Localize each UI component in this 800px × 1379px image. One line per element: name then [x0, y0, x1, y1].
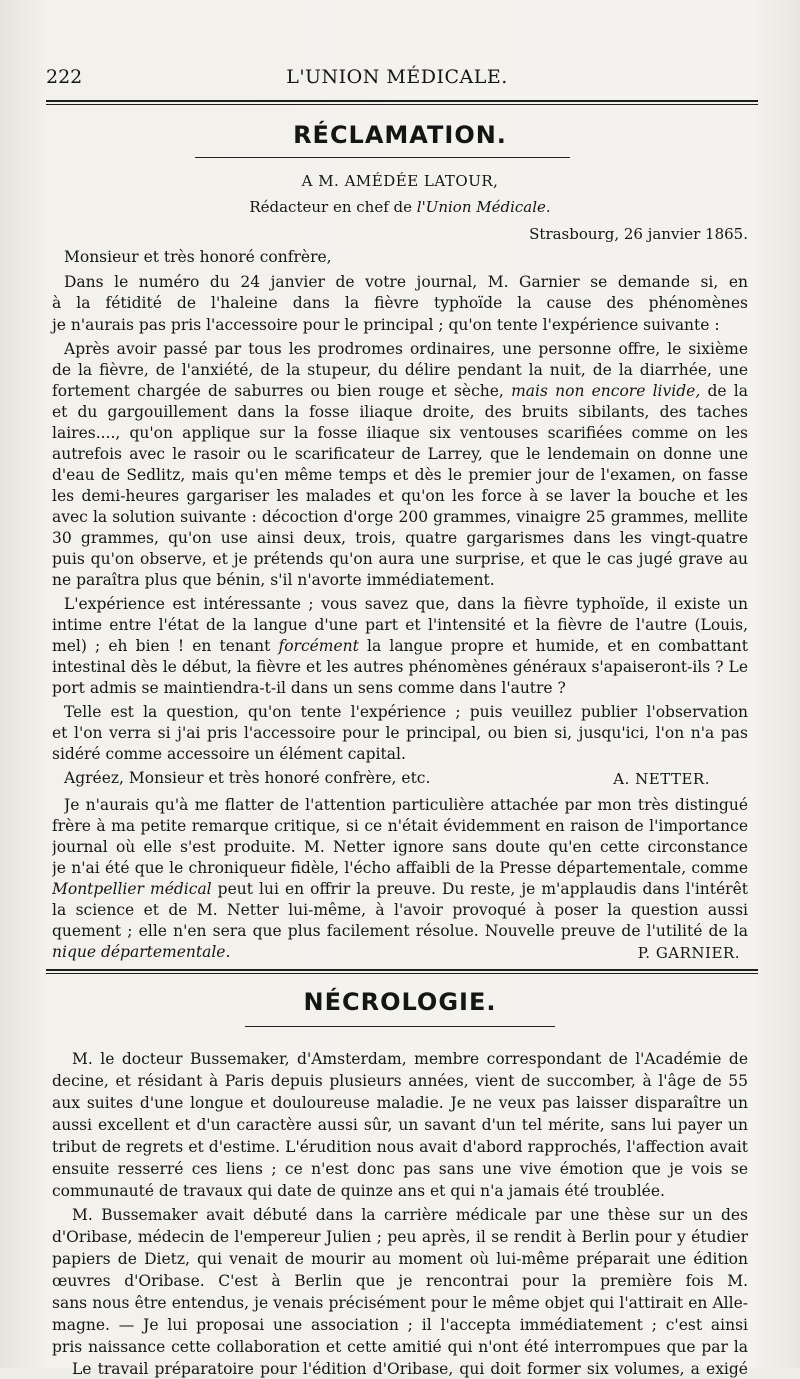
text-line: ensuite resserré ces liens ; ce n'est donc pas sans une vive émotion que je vois se	[52, 1160, 748, 1178]
page-header	[46, 66, 748, 96]
signature-netter: A. NETTER.	[613, 770, 710, 788]
addressee: A M. AMÉDÉE LATOUR,	[301, 172, 499, 190]
text-line: Dans le numéro du 24 janvier de votre journal, M. Garnier se demande si, en	[64, 273, 748, 291]
text-line: laires...., qu'on applique sur la fosse iliaque six ventouses scarifiées comme on les	[52, 424, 748, 442]
text-line: M. Bussemaker avait débuté dans la carrière médicale par une thèse sur un des	[72, 1206, 748, 1224]
header-rule-thin	[46, 104, 758, 105]
text-line: decine, et résidant à Paris depuis plusieurs années, vient de succomber, à l'âge de 55	[52, 1072, 748, 1090]
text-line: œuvres d'Oribase. C'est à Berlin que je rencontrai pour la première fois M.	[52, 1272, 748, 1290]
text-line: Le travail préparatoire pour l'édition d'Oribase, qui doit former six volumes, a exigé	[72, 1360, 748, 1378]
text-line: pris naissance cette collaboration et cette amitié qui n'ont été interrompues que par la	[52, 1338, 748, 1356]
running-title: L'UNION MÉDICALE.	[286, 66, 508, 88]
text-line: intime entre l'état de la langue d'une part et l'intensité et la fièvre de l'autre (Louis,	[52, 616, 748, 634]
section-rule	[46, 969, 758, 971]
title-underline	[245, 1026, 555, 1027]
text-line: de la fièvre, de l'anxiété, de la stupeur, du délire pendant la nuit, de la diarrhée, une	[52, 361, 748, 379]
text-line: les demi-heures gargariser les malades et qu'on les force à se laver la bouche et les	[52, 487, 748, 505]
text-line: puis qu'on observe, et je prétends qu'on aura une surprise, et que le cas jugé grave au	[52, 550, 748, 568]
text-line: Après avoir passé par tous les prodromes ordinaires, une personne offre, le sixième	[64, 340, 748, 358]
addressee-role: Rédacteur en chef de l'Union Médicale.	[249, 198, 551, 216]
text-line: Je n'aurais qu'à me flatter de l'attention particulière attachée par mon très distingué	[64, 796, 748, 814]
closing: Agréez, Monsieur et très honoré confrère, etc.	[64, 769, 431, 787]
text-line: avec la solution suivante : décoction d'orge 200 grammes, vinaigre 25 grammes, mellite	[52, 508, 748, 526]
text-line: aussi excellent et d'un caractère aussi sûr, un savant d'un tel mérite, sans lui payer un	[52, 1116, 748, 1134]
text-line: la science et de M. Netter lui-même, à l'avoir provoqué à poser la question aussi	[52, 901, 748, 919]
text-line: je n'ai été que le chroniqueur fidèle, l'écho affaibli de la Presse départementale, comme	[52, 859, 748, 877]
text-line: aux suites d'une longue et douloureuse maladie. Je ne veux pas laisser disparaître un	[52, 1094, 748, 1112]
text-line: tribut de regrets et d'estime. L'érudition nous avait d'abord rapprochés, l'affection avait	[52, 1138, 748, 1156]
text-line: ne paraîtra plus que bénin, s'il n'avorte immédiatement.	[52, 571, 495, 589]
text-line: Telle est la question, qu'on tente l'expérience ; puis veuillez publier l'observation	[64, 703, 748, 721]
text-line: frère à ma petite remarque critique, si ce n'était évidemment en raison de l'importance	[52, 817, 748, 835]
header-rule	[46, 100, 758, 102]
text-line: sidéré comme accessoire un élément capital.	[52, 745, 406, 763]
text-line: intestinal dès le début, la fièvre et les autres phénomènes généraux s'apaiseront-ils ? Le	[52, 658, 748, 676]
text-line: sans nous être entendus, je venais précisément pour le même objet qui l'attirait en Alle-	[52, 1294, 748, 1312]
text-line: autrefois avec le rasoir ou le scarificateur de Larrey, que le lendemain on donne une	[52, 445, 748, 463]
signature-garnier: P. GARNIER.	[637, 944, 740, 962]
text-line: fortement chargée de saburres ou bien rouge et sèche, mais non encore livide, de la	[52, 382, 748, 400]
text-line: journal où elle s'est produite. M. Netter ignore sans doute qu'en cette circonstance	[52, 838, 748, 856]
section-rule-thin	[46, 973, 758, 974]
text-line: quement ; elle n'en sera que plus facilement résolue. Nouvelle preuve de l'utilité de la	[52, 922, 748, 940]
title-underline	[195, 157, 570, 158]
necrologie-title: NÉCROLOGIE.	[303, 988, 497, 1016]
text-line: et l'on verra si j'ai pris l'accessoire pour le principal, ou bien si, jusqu'ici, l'on n'a pas	[52, 724, 748, 742]
page-number: 222	[46, 66, 83, 88]
text-line: M. le docteur Bussemaker, d'Amsterdam, membre correspondant de l'Académie de	[72, 1050, 748, 1068]
text-line: je n'aurais pas pris l'accessoire pour le principal ; qu'on tente l'expérience suivante :	[52, 316, 720, 334]
text-line: L'expérience est intéressante ; vous savez que, dans la fièvre typhoïde, il existe un	[64, 595, 748, 613]
text-line: d'Oribase, médecin de l'empereur Julien ; peu après, il se rendit à Berlin pour y étudier	[52, 1228, 748, 1246]
reclamation-title: RÉCLAMATION.	[293, 121, 507, 149]
text-line: d'eau de Sedlitz, mais qu'en même temps et dès le premier jour de l'examen, on fasse	[52, 466, 748, 484]
text-line: port admis se maintiendra-t-il dans un sens comme dans l'autre ?	[52, 679, 566, 697]
text-line: à la fétidité de l'haleine dans la fièvre typhoïde la cause des phénomènes	[52, 294, 748, 312]
text-line: nique départementale.	[52, 943, 231, 961]
text-line: Montpellier médical peut lui en offrir la preuve. Du reste, je m'applaudis dans l'intérêt	[52, 880, 748, 898]
salutation: Monsieur et très honoré confrère,	[64, 248, 332, 266]
text-line: communauté de travaux qui date de quinze ans et qui n'a jamais été troublée.	[52, 1182, 665, 1200]
text-line: magne. — Je lui proposai une association ; il l'accepta immédiatement ; c'est ainsi	[52, 1316, 748, 1334]
text-line: et du gargouillement dans la fosse iliaque droite, des bruits sibilants, des taches	[52, 403, 748, 421]
text-line: mel) ; eh bien ! en tenant forcément la langue propre et humide, et en combattant	[52, 637, 748, 655]
text-line: 30 grammes, qu'on use ainsi deux, trois, quatre gargarismes dans les vingt-quatre	[52, 529, 748, 547]
date-line: Strasbourg, 26 janvier 1865.	[529, 225, 748, 243]
text-line: papiers de Dietz, qui venait de mourir au moment où lui-même préparait une édition	[52, 1250, 748, 1268]
